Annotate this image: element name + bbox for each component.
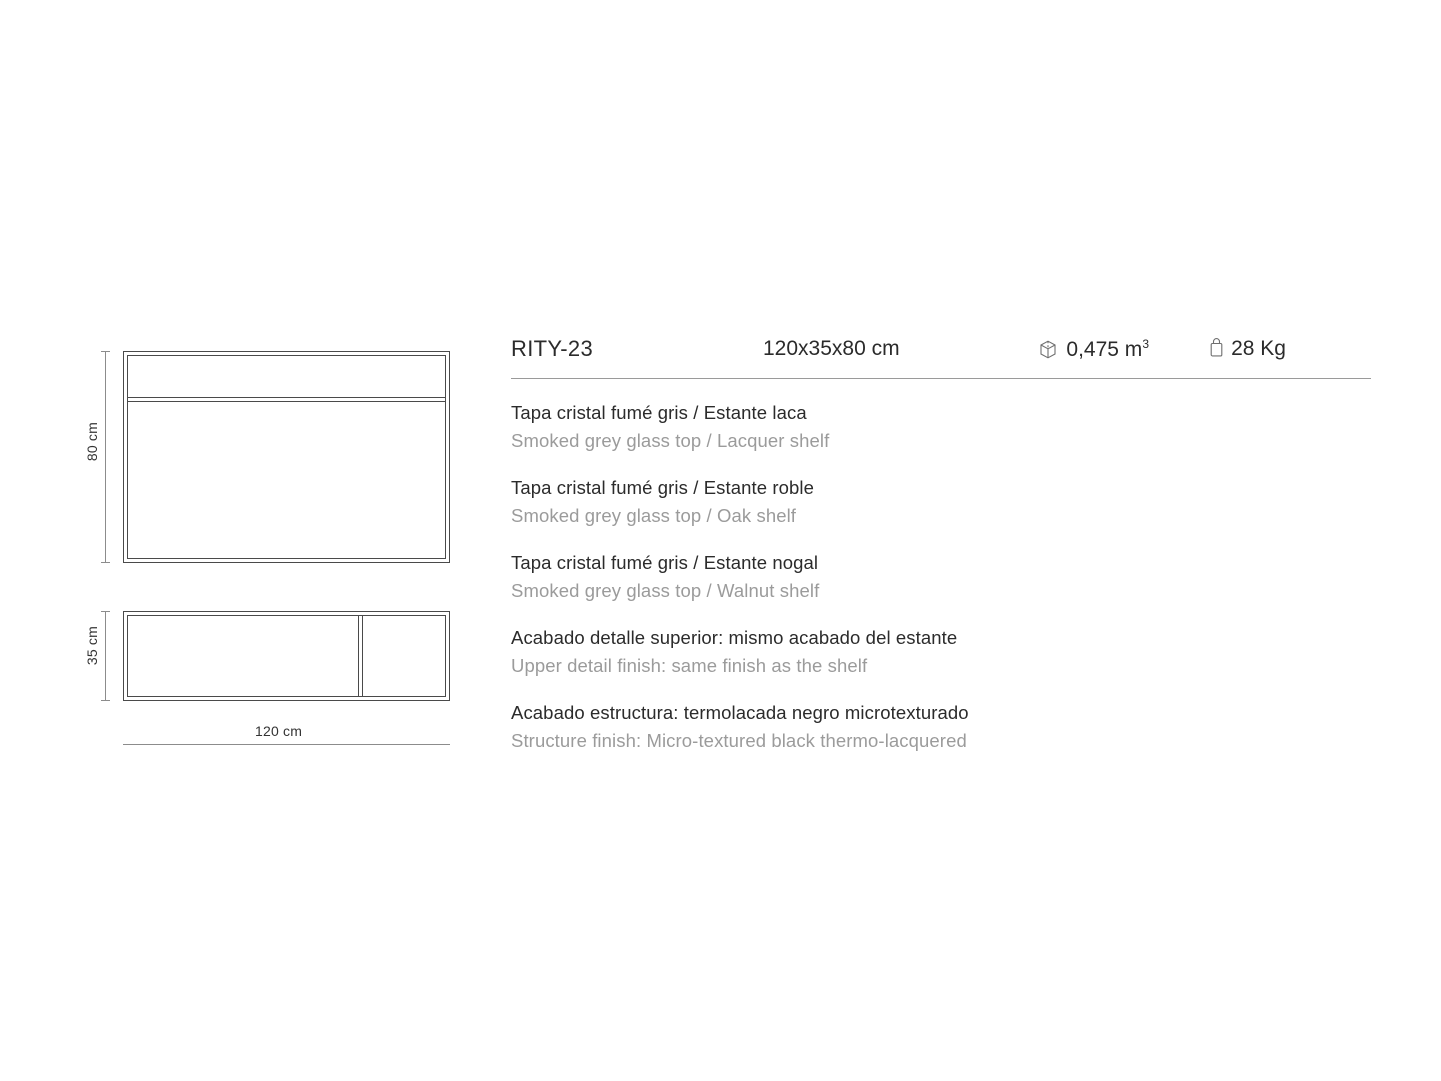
product-dimensions-text: 120x35x80 cm [763,337,900,360]
spec-text-es: Tapa cristal fumé gris / Estante nogal [511,551,819,573]
spec-item [511,401,1371,454]
product-dimensions [763,337,900,361]
volume-metric [1038,337,1149,362]
height-dimension-line [105,351,106,563]
box-icon [1038,338,1058,362]
plan-view-drawing [123,611,450,701]
spec-item [511,476,1371,529]
spec-text-es: Acabado estructura: termolacada negro microtexturado [511,701,969,723]
spec-text-es: Tapa cristal fumé gris / Estante roble [511,476,815,498]
spec-text-en: Upper detail finish: same finish as the shelf [511,654,868,676]
product-code: RITY-23 [511,336,593,361]
front-elevation-frame [127,355,446,559]
spec-item [511,701,1371,754]
volume-text: 0,475 $m^3$ [1066,337,1149,361]
weight-value: 28 Kg [1231,337,1286,360]
width-dimension-line [123,744,450,745]
specification-list [511,401,1371,754]
front-elevation-shelf-line-bottom [127,401,446,402]
width-dimension-label: 120 cm [255,723,303,739]
spec-text-es: Tapa cristal fumé gris / Estante laca [511,402,807,423]
weight-metric [1209,337,1286,361]
height-dimension-label: 80 cm [84,422,100,462]
spec-item [511,626,1371,679]
spec-text-en: Smoked grey glass top / Lacquer shelf [511,429,830,451]
depth-dimension-label: 35 cm [84,626,100,666]
spec-text-en: Smoked grey glass top / Oak shelf [511,504,797,526]
spec-text-es: Acabado detalle superior: mismo acabado del estante [511,626,958,648]
spec-text-en: Smoked grey glass top / Walnut shelf [511,579,820,601]
front-elevation-drawing [123,351,450,563]
product-header [511,336,1371,379]
plan-view-divider-left [358,615,359,697]
plan-view-divider-right [362,615,363,697]
product-info-panel [511,336,1371,776]
spec-item [511,551,1371,604]
volume-value [1066,337,1149,362]
spec-text-en: Structure finish: Micro-textured black thermo-lacquered [511,729,967,751]
depth-dimension-line [105,611,106,701]
weight-icon [1209,337,1224,361]
front-elevation-shelf-line-top [127,397,446,398]
plan-view-frame [127,615,446,697]
technical-drawings [85,340,465,760]
